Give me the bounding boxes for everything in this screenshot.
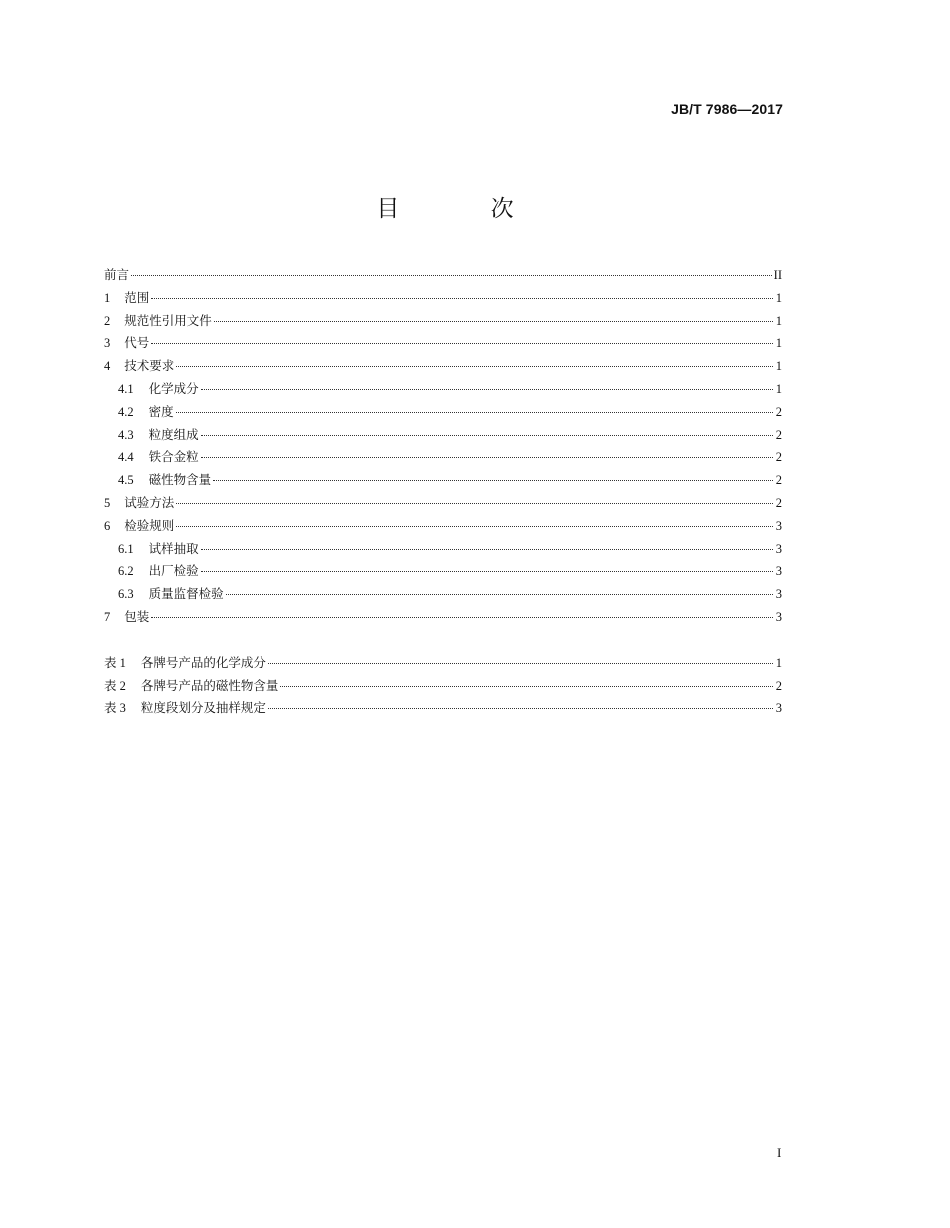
- toc-table-label: 各牌号产品的化学成分: [140, 654, 266, 670]
- toc-entry-page: 2: [775, 427, 782, 442]
- toc-entry-label: 试验方法: [124, 494, 175, 510]
- toc-dot-leader: [151, 616, 773, 618]
- toc-entry-number: 4.4: [118, 450, 134, 465]
- toc-entry-4-2[interactable]: [104, 401, 782, 424]
- toc-entry-number: 4.2: [118, 404, 134, 419]
- toc-dot-leader: [176, 365, 773, 367]
- toc-entry-label: 出厂检验: [148, 563, 199, 579]
- toc-entry-label: 磁性物含量: [148, 472, 212, 488]
- toc-entry-number: 4: [104, 359, 111, 374]
- toc-entry-label: 前言: [104, 267, 130, 282]
- toc-entry-4[interactable]: [104, 355, 782, 378]
- toc-entry-label: 代号: [124, 335, 150, 351]
- toc-entry-page: 1: [775, 359, 782, 374]
- toc-dot-leader: [131, 274, 772, 276]
- toc-entry-number: 6.1: [118, 541, 134, 556]
- toc-entry-number: 6.2: [118, 564, 134, 579]
- toc-dot-leader: [268, 662, 773, 664]
- toc-entry-number: 5: [104, 495, 111, 510]
- toc-entry-4-5[interactable]: [104, 469, 782, 492]
- toc-entry-page: 3: [775, 609, 782, 624]
- toc-dot-leader: [176, 502, 773, 504]
- toc-title: 目 次: [376, 196, 556, 222]
- toc-entry-label: 铁合金粒: [148, 449, 199, 465]
- toc-entry-page: 1: [775, 290, 782, 305]
- toc-dot-leader: [201, 570, 773, 572]
- toc-table-page: 1: [775, 655, 782, 670]
- toc-dot-leader: [280, 685, 773, 687]
- toc-entry-label: 检验规则: [124, 517, 175, 533]
- toc-sections: [104, 264, 782, 629]
- toc-entry-page: 2: [775, 450, 782, 465]
- toc-entry-number: 4.5: [118, 473, 134, 488]
- toc-dot-leader: [176, 411, 773, 413]
- toc-entry-4-1[interactable]: [104, 378, 782, 401]
- toc-table-label: 粒度段划分及抽样规定: [140, 700, 266, 716]
- toc-entry-7[interactable]: [104, 606, 782, 629]
- toc-entry-4-3[interactable]: [104, 424, 782, 447]
- toc-entry-foreword[interactable]: [104, 264, 782, 287]
- toc-entry-number: 1: [104, 290, 111, 305]
- toc-entry-page: 3: [775, 518, 782, 533]
- toc-dot-leader: [201, 548, 773, 550]
- toc-table-number: 表 2: [104, 678, 126, 693]
- toc-entry-5[interactable]: [104, 492, 782, 515]
- toc-entry-page: 1: [775, 381, 782, 396]
- toc-table-number: 表 1: [104, 655, 126, 670]
- toc-table-3[interactable]: [104, 697, 782, 720]
- toc-dot-leader: [214, 320, 773, 322]
- toc-dot-leader: [201, 456, 773, 458]
- toc-dot-leader: [151, 297, 773, 299]
- toc-dot-leader: [151, 342, 773, 344]
- toc-entry-3[interactable]: [104, 332, 782, 355]
- table-of-contents: [104, 264, 782, 720]
- toc-entry-label: 技术要求: [124, 358, 175, 374]
- toc-entry-label: 规范性引用文件: [124, 312, 212, 328]
- toc-entry-2[interactable]: [104, 310, 782, 333]
- toc-dot-leader: [201, 434, 773, 436]
- toc-entry-page: 3: [775, 587, 782, 602]
- toc-dot-leader: [268, 707, 773, 709]
- toc-entry-page: 3: [775, 541, 782, 556]
- toc-entry-number: 6.3: [118, 587, 134, 602]
- toc-entry-number: 7: [104, 609, 111, 624]
- toc-table-2[interactable]: [104, 675, 782, 698]
- toc-entry-page: 3: [775, 564, 782, 579]
- toc-table-1[interactable]: [104, 652, 782, 675]
- page-number: I: [777, 1145, 782, 1160]
- toc-tables: [104, 652, 782, 720]
- toc-entry-1[interactable]: [104, 287, 782, 310]
- toc-entry-page: 1: [775, 313, 782, 328]
- toc-entry-6-3[interactable]: [104, 583, 782, 606]
- toc-table-number: 表 3: [104, 701, 126, 716]
- toc-entry-6-1[interactable]: [104, 538, 782, 561]
- toc-entry-page: 2: [775, 473, 782, 488]
- toc-entry-label: 密度: [148, 403, 174, 419]
- toc-entry-page: 2: [775, 495, 782, 510]
- toc-entry-label: 包装: [124, 608, 150, 624]
- toc-table-label: 各牌号产品的磁性物含量: [140, 677, 279, 693]
- toc-dot-leader: [226, 593, 773, 595]
- toc-entry-4-4[interactable]: [104, 446, 782, 469]
- toc-entry-label: 范围: [124, 289, 150, 305]
- toc-dot-leader: [213, 479, 773, 481]
- toc-entry-page: II: [773, 268, 782, 282]
- toc-entry-label: 试样抽取: [148, 540, 199, 556]
- toc-table-page: 2: [775, 678, 782, 693]
- toc-dot-leader: [176, 525, 773, 527]
- toc-entry-page: 2: [775, 404, 782, 419]
- toc-entry-number: 4.1: [118, 381, 134, 396]
- standard-code: JB/T 7986—2017: [671, 101, 783, 117]
- toc-entry-page: 1: [775, 336, 782, 351]
- toc-entry-6-2[interactable]: [104, 560, 782, 583]
- toc-entry-6[interactable]: [104, 515, 782, 538]
- toc-entry-number: 4.3: [118, 427, 134, 442]
- toc-entry-label: 化学成分: [148, 380, 199, 396]
- toc-entry-number: 6: [104, 518, 111, 533]
- toc-entry-label: 质量监督检验: [148, 586, 224, 602]
- toc-entry-label: 粒度组成: [148, 426, 199, 442]
- toc-entry-number: 3: [104, 336, 111, 351]
- toc-table-page: 3: [775, 701, 782, 716]
- toc-dot-leader: [201, 388, 773, 390]
- toc-entry-number: 2: [104, 313, 111, 328]
